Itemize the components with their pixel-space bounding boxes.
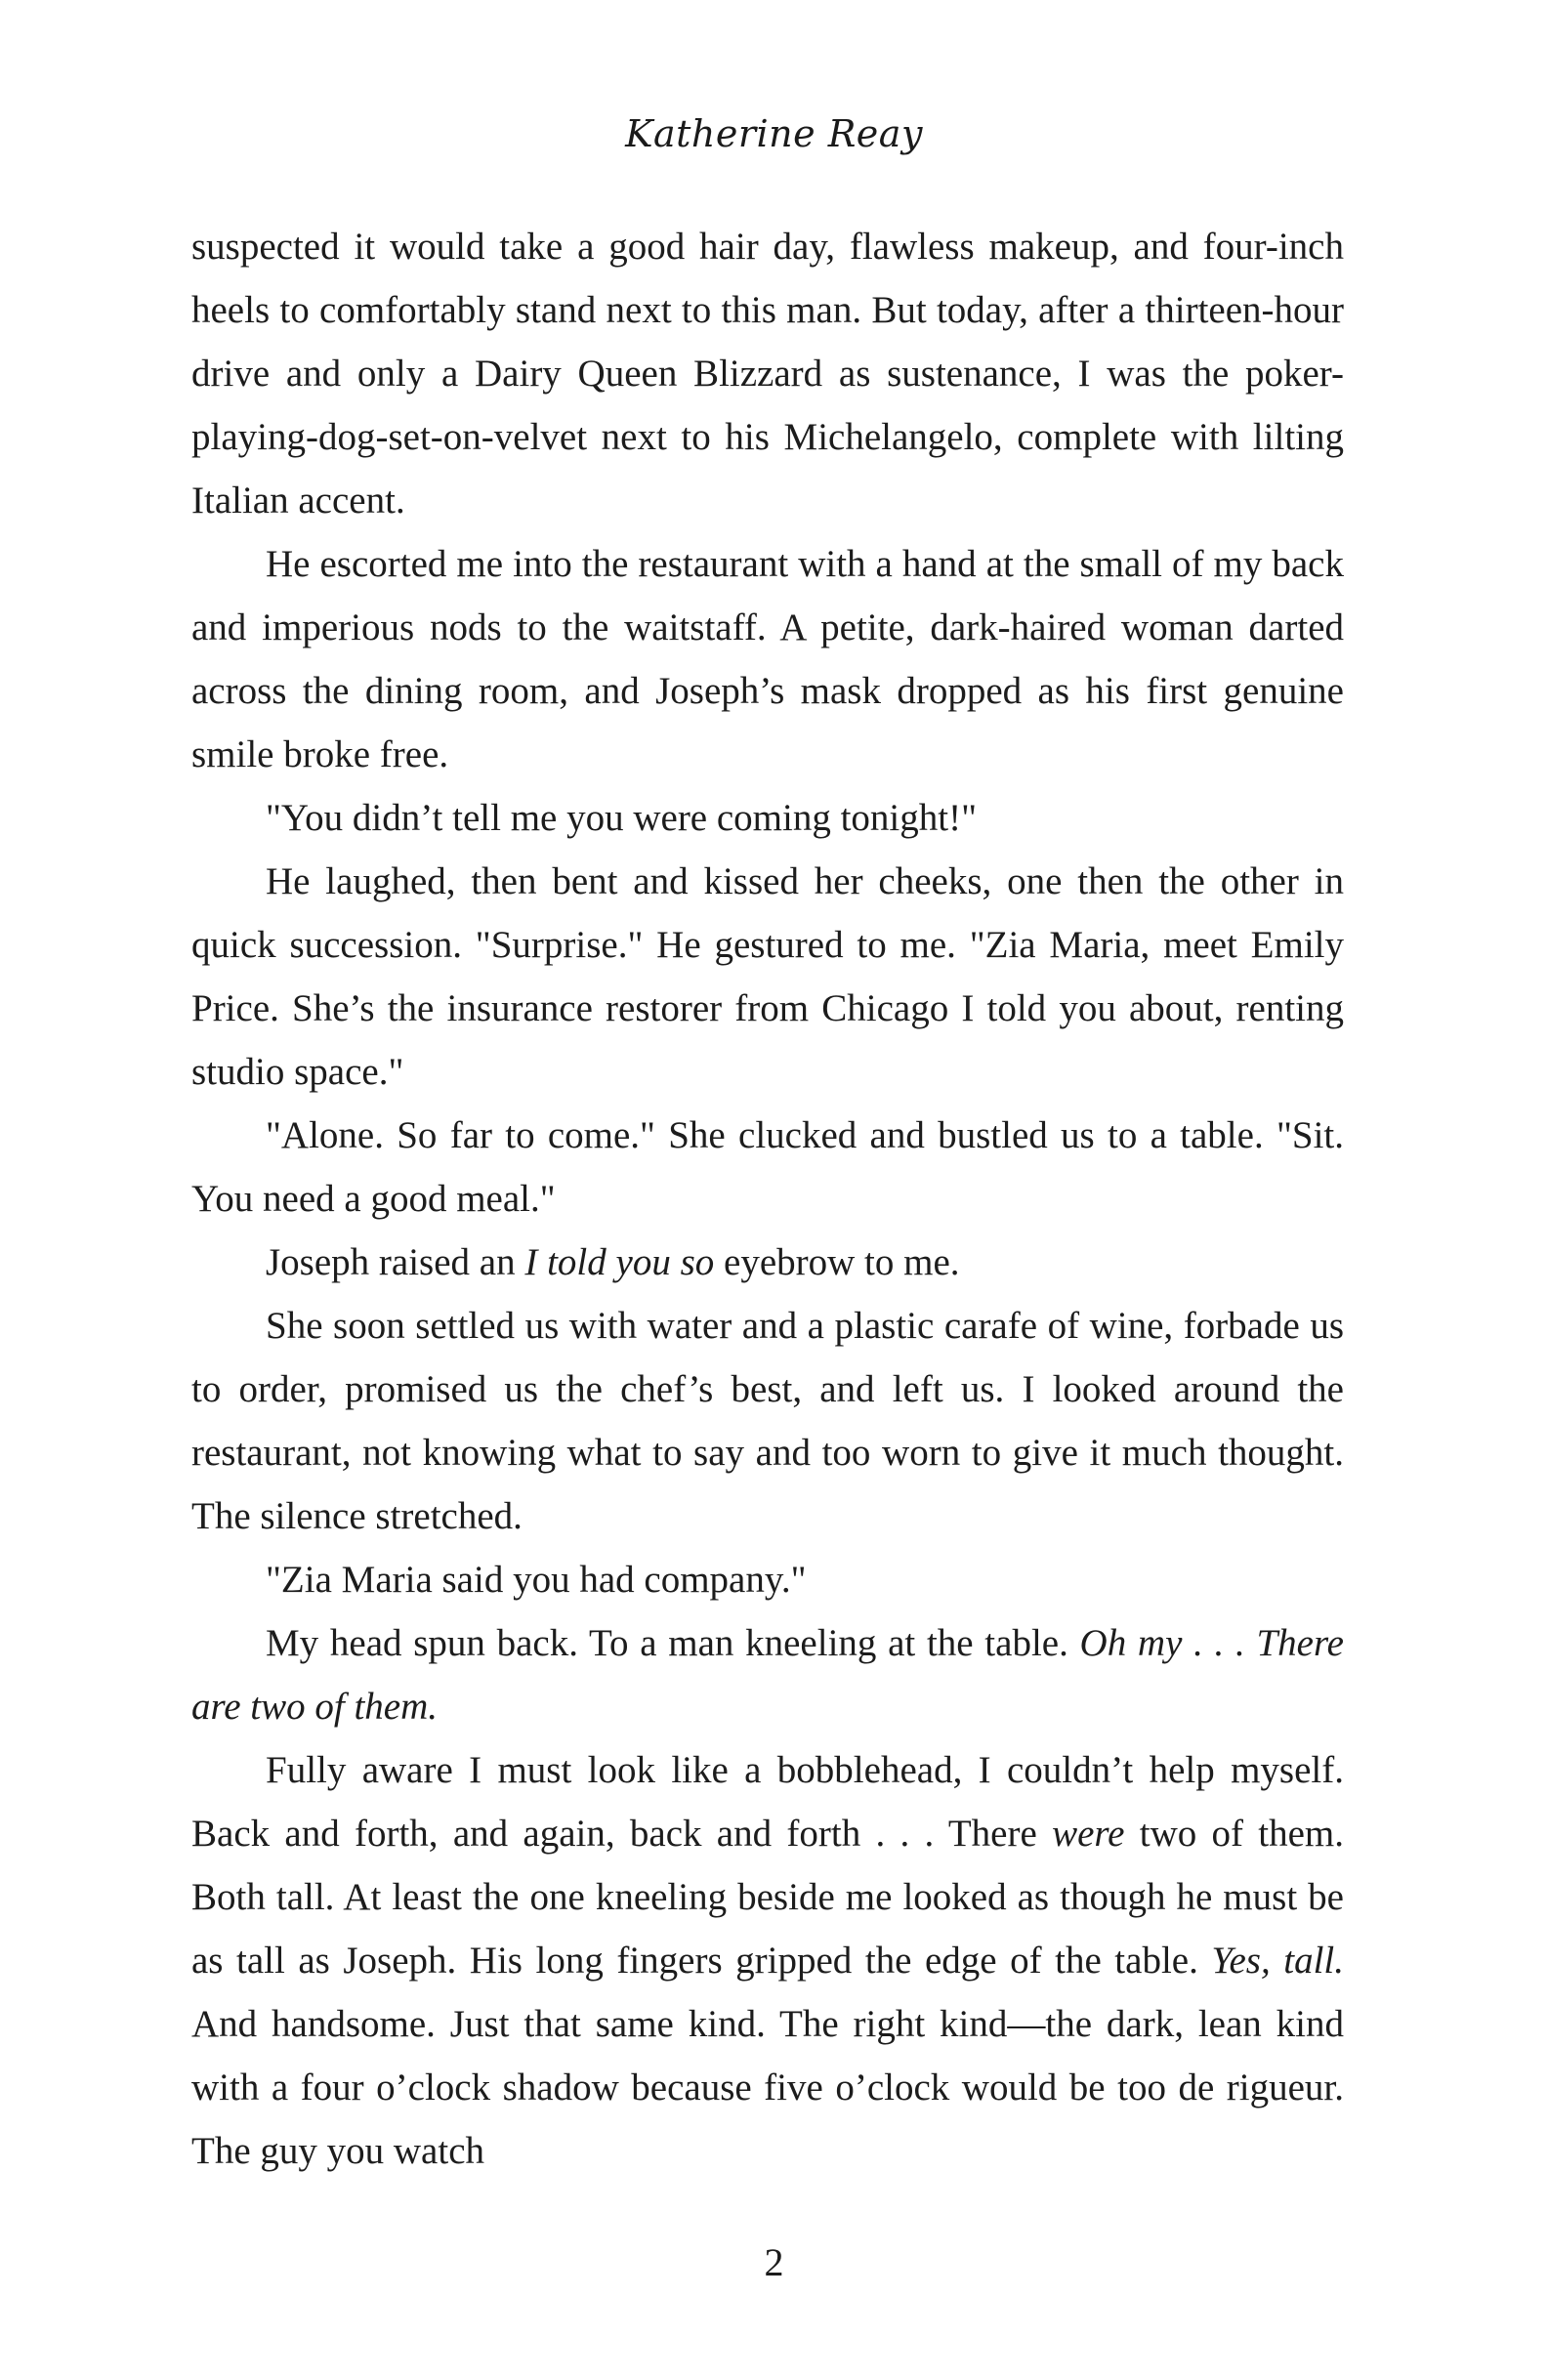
- text-run: eyebrow to me.: [714, 1241, 960, 1283]
- paragraph: [191, 850, 1344, 1104]
- text-run: He laughed, then bent and kissed her cheeks, one then the other in quick succession. "Surprise." He gestured to me. "Zia Maria, meet Emily Price. She’s the insurance restorer from Chicago I told you about, renting studio space.": [191, 860, 1344, 1093]
- paragraph: [191, 786, 1344, 850]
- paragraph: [191, 1738, 1344, 2183]
- italic-text-run: Yes, tall.: [1211, 1940, 1344, 1982]
- paragraph: [191, 1104, 1344, 1231]
- text-run: And handsome. Just that same kind. The right kind—the dark, lean kind with a four o’clock shadow because five o’clock would be too de rigueur. The guy you watch: [191, 2003, 1344, 2172]
- text-run: My head spun back. To a man kneeling at the table.: [266, 1622, 1080, 1664]
- text-run: Fully aware I must look like a bobblehead, I couldn’t help myself. Back and forth, and again, back and forth . . . There: [191, 1749, 1344, 1855]
- text-run: two of them. Both tall. At least the one kneeling beside me looked as though he must be as tall as Joseph. His long fingers gripped the edge of the table.: [191, 1813, 1345, 1982]
- page-body: [191, 215, 1344, 2183]
- paragraph: [191, 532, 1344, 786]
- text-run: "Zia Maria said you had company.": [266, 1559, 807, 1601]
- running-header-author: Katherine Reay: [625, 112, 923, 155]
- text-run: suspected it would take a good hair day, flawless makeup, and four-inch heels to comfortably stand next to this man. But today, after a thirteen-hour drive and only a Dairy Queen Blizzard as sustenance, I was the poker-playing-dog-set-on-velvet next to his Michelangelo, complete with lilting Italian accent.: [191, 226, 1344, 522]
- paragraph: [191, 1294, 1344, 1548]
- paragraph: [191, 1548, 1344, 1611]
- text-run: She soon settled us with water and a plastic carafe of wine, forbade us to order, promised us the chef’s best, and left us. I looked around the restaurant, not knowing what to say and too worn to give it much thought. The silence stretched.: [191, 1305, 1344, 1537]
- italic-text-run: I told you so: [524, 1241, 715, 1283]
- page-number: 2: [764, 2240, 784, 2284]
- paragraph: [191, 215, 1344, 532]
- paragraph: [191, 1611, 1344, 1738]
- text-run: "Alone. So far to come." She clucked and bustled us to a table. "Sit. You need a good meal.": [191, 1114, 1344, 1220]
- text-run: "You didn’t tell me you were coming tonight!": [266, 797, 978, 839]
- italic-text-run: Oh my . . . There are two of them.: [191, 1622, 1344, 1728]
- italic-text-run: were: [1052, 1813, 1125, 1855]
- text-run: He escorted me into the restaurant with a hand at the small of my back and imperious nods to the waitstaff. A petite, dark-haired woman darted across the dining room, and Joseph’s mask dropped as his first genuine smile broke free.: [191, 543, 1344, 775]
- text-run: Joseph raised an: [266, 1241, 525, 1283]
- paragraph: [191, 1231, 1344, 1294]
